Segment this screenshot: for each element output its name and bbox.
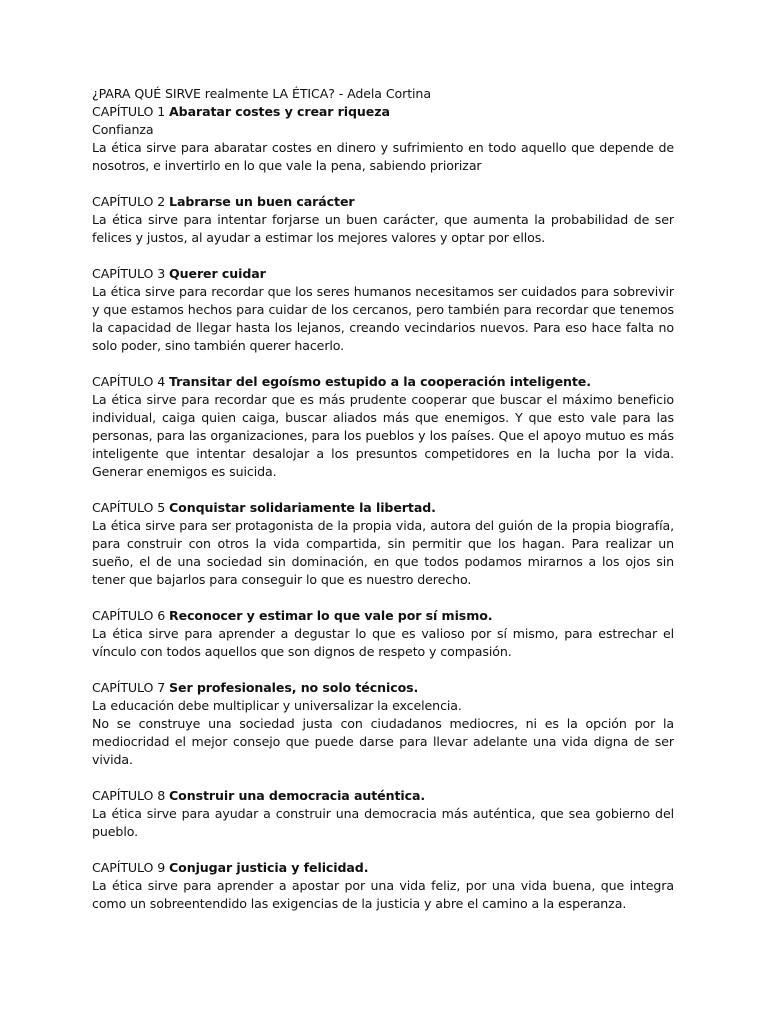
chapter-paragraph: La ética sirve para recordar que los seres humanos necesitamos ser cuidados para sobrevivir y que estamos hechos para cuidar de los cercanos, pero también para recordar que tenemos la capacidad de llegar hasta los lejanos, creando vecindarios nuevos. Para eso hace falta no solo poder, sino también querer hacerlo. — [92, 284, 674, 353]
chapter-label: CAPÍTULO 8 — [92, 788, 170, 803]
chapter-title: Querer cuidar — [169, 266, 266, 281]
chapter-paragraph: La ética sirve para abaratar costes en dinero y sufrimiento en todo aquello que depende de nosotros, e invertirlo en lo que vale la pena, sabiendo priorizar — [92, 140, 674, 173]
chapter-8 — [92, 787, 674, 841]
chapter-paragraph: La ética sirve para intentar forjarse un buen carácter, que aumenta la probabilidad de ser felices y justos, al ayudar a estimar los mejores valores y optar por ellos. — [92, 212, 674, 245]
chapter-heading — [92, 103, 674, 121]
chapter-title: Transitar del egoísmo estupido a la cooperación inteligente. — [169, 374, 591, 389]
chapter-6 — [92, 607, 674, 661]
chapter-label: CAPÍTULO 4 — [92, 374, 170, 389]
chapter-4 — [92, 373, 674, 481]
chapter-paragraph: La ética sirve para recordar que es más prudente cooperar que buscar el máximo beneficio individual, caiga quien caiga, buscar aliados más que enemigos. Y que esto vale para las personas, para las organizaciones, para los pueblos y los países. Que el apoyo mutuo es más inteligente que intentar desalojar a los presuntos competidores en la lucha por la vida. Generar enemigos es suicida. — [92, 392, 674, 479]
chapter-1 — [92, 85, 674, 175]
chapter-paragraph: La ética sirve para aprender a apostar por una vida feliz, por una vida buena, que integra como un sobreentendido las exigencias de la justicia y abre el camino a la esperanza. — [92, 878, 674, 911]
chapter-title: Reconocer y estimar lo que vale por sí mismo. — [169, 608, 493, 623]
chapter-heading — [92, 373, 674, 391]
chapter-label: CAPÍTULO 1 — [92, 104, 170, 119]
chapter-heading — [92, 787, 674, 805]
chapter-heading — [92, 265, 674, 283]
chapter-heading — [92, 859, 674, 877]
chapter-3 — [92, 265, 674, 355]
chapter-subtitle: Confianza — [92, 122, 154, 137]
chapter-label: CAPÍTULO 3 — [92, 266, 170, 281]
chapter-heading — [92, 193, 674, 211]
chapter-2 — [92, 193, 674, 247]
chapter-paragraph: La ética sirve para aprender a degustar lo que es valioso por sí mismo, para estrechar el vínculo con todos aquellos que son dignos de respeto y compasión. — [92, 626, 674, 659]
chapter-title: Abaratar costes y crear riqueza — [169, 104, 390, 119]
chapter-title: Conquistar solidariamente la libertad. — [169, 500, 436, 515]
document-body — [92, 85, 674, 913]
chapter-title: Labrarse un buen carácter — [169, 194, 355, 209]
chapter-5 — [92, 499, 674, 589]
chapter-paragraph: La ética sirve para ser protagonista de la propia vida, autora del guión de la propia biografía, para construir con otros la vida compartida, sin permitir que los hagan. Para realizar un sueño, el de una sociedad sin dominación, en que todos podamos mirarnos a los ojos sin tener que bajarlos para conseguir lo que es nuestro derecho. — [92, 518, 674, 587]
chapter-title: Conjugar justicia y felicidad. — [169, 860, 369, 875]
chapter-heading — [92, 499, 674, 517]
chapter-label: CAPÍTULO 6 — [92, 608, 170, 623]
chapter-paragraph: No se construye una sociedad justa con ciudadanos mediocres, ni es la opción por la mediocridad el mejor consejo que puede darse para llevar adelante una vida digna de ser vivida. — [92, 716, 674, 767]
chapter-7 — [92, 679, 674, 769]
document-title: ¿PARA QUÉ SIRVE realmente LA ÉTICA? - Adela Cortina — [92, 86, 431, 101]
chapter-title: Ser profesionales, no solo técnicos. — [169, 680, 419, 695]
chapter-9 — [92, 859, 674, 913]
chapter-label: CAPÍTULO 7 — [92, 680, 170, 695]
chapter-label: CAPÍTULO 9 — [92, 860, 170, 875]
chapter-title: Construir una democracia auténtica. — [169, 788, 426, 803]
chapter-label: CAPÍTULO 2 — [92, 194, 170, 209]
chapter-paragraph: La ética sirve para ayudar a construir una democracia más auténtica, que sea gobierno del pueblo. — [92, 806, 674, 839]
chapter-label: CAPÍTULO 5 — [92, 500, 170, 515]
chapter-heading — [92, 679, 674, 697]
chapter-paragraph: La educación debe multiplicar y universalizar la excelencia. — [92, 698, 462, 713]
chapter-heading — [92, 607, 674, 625]
